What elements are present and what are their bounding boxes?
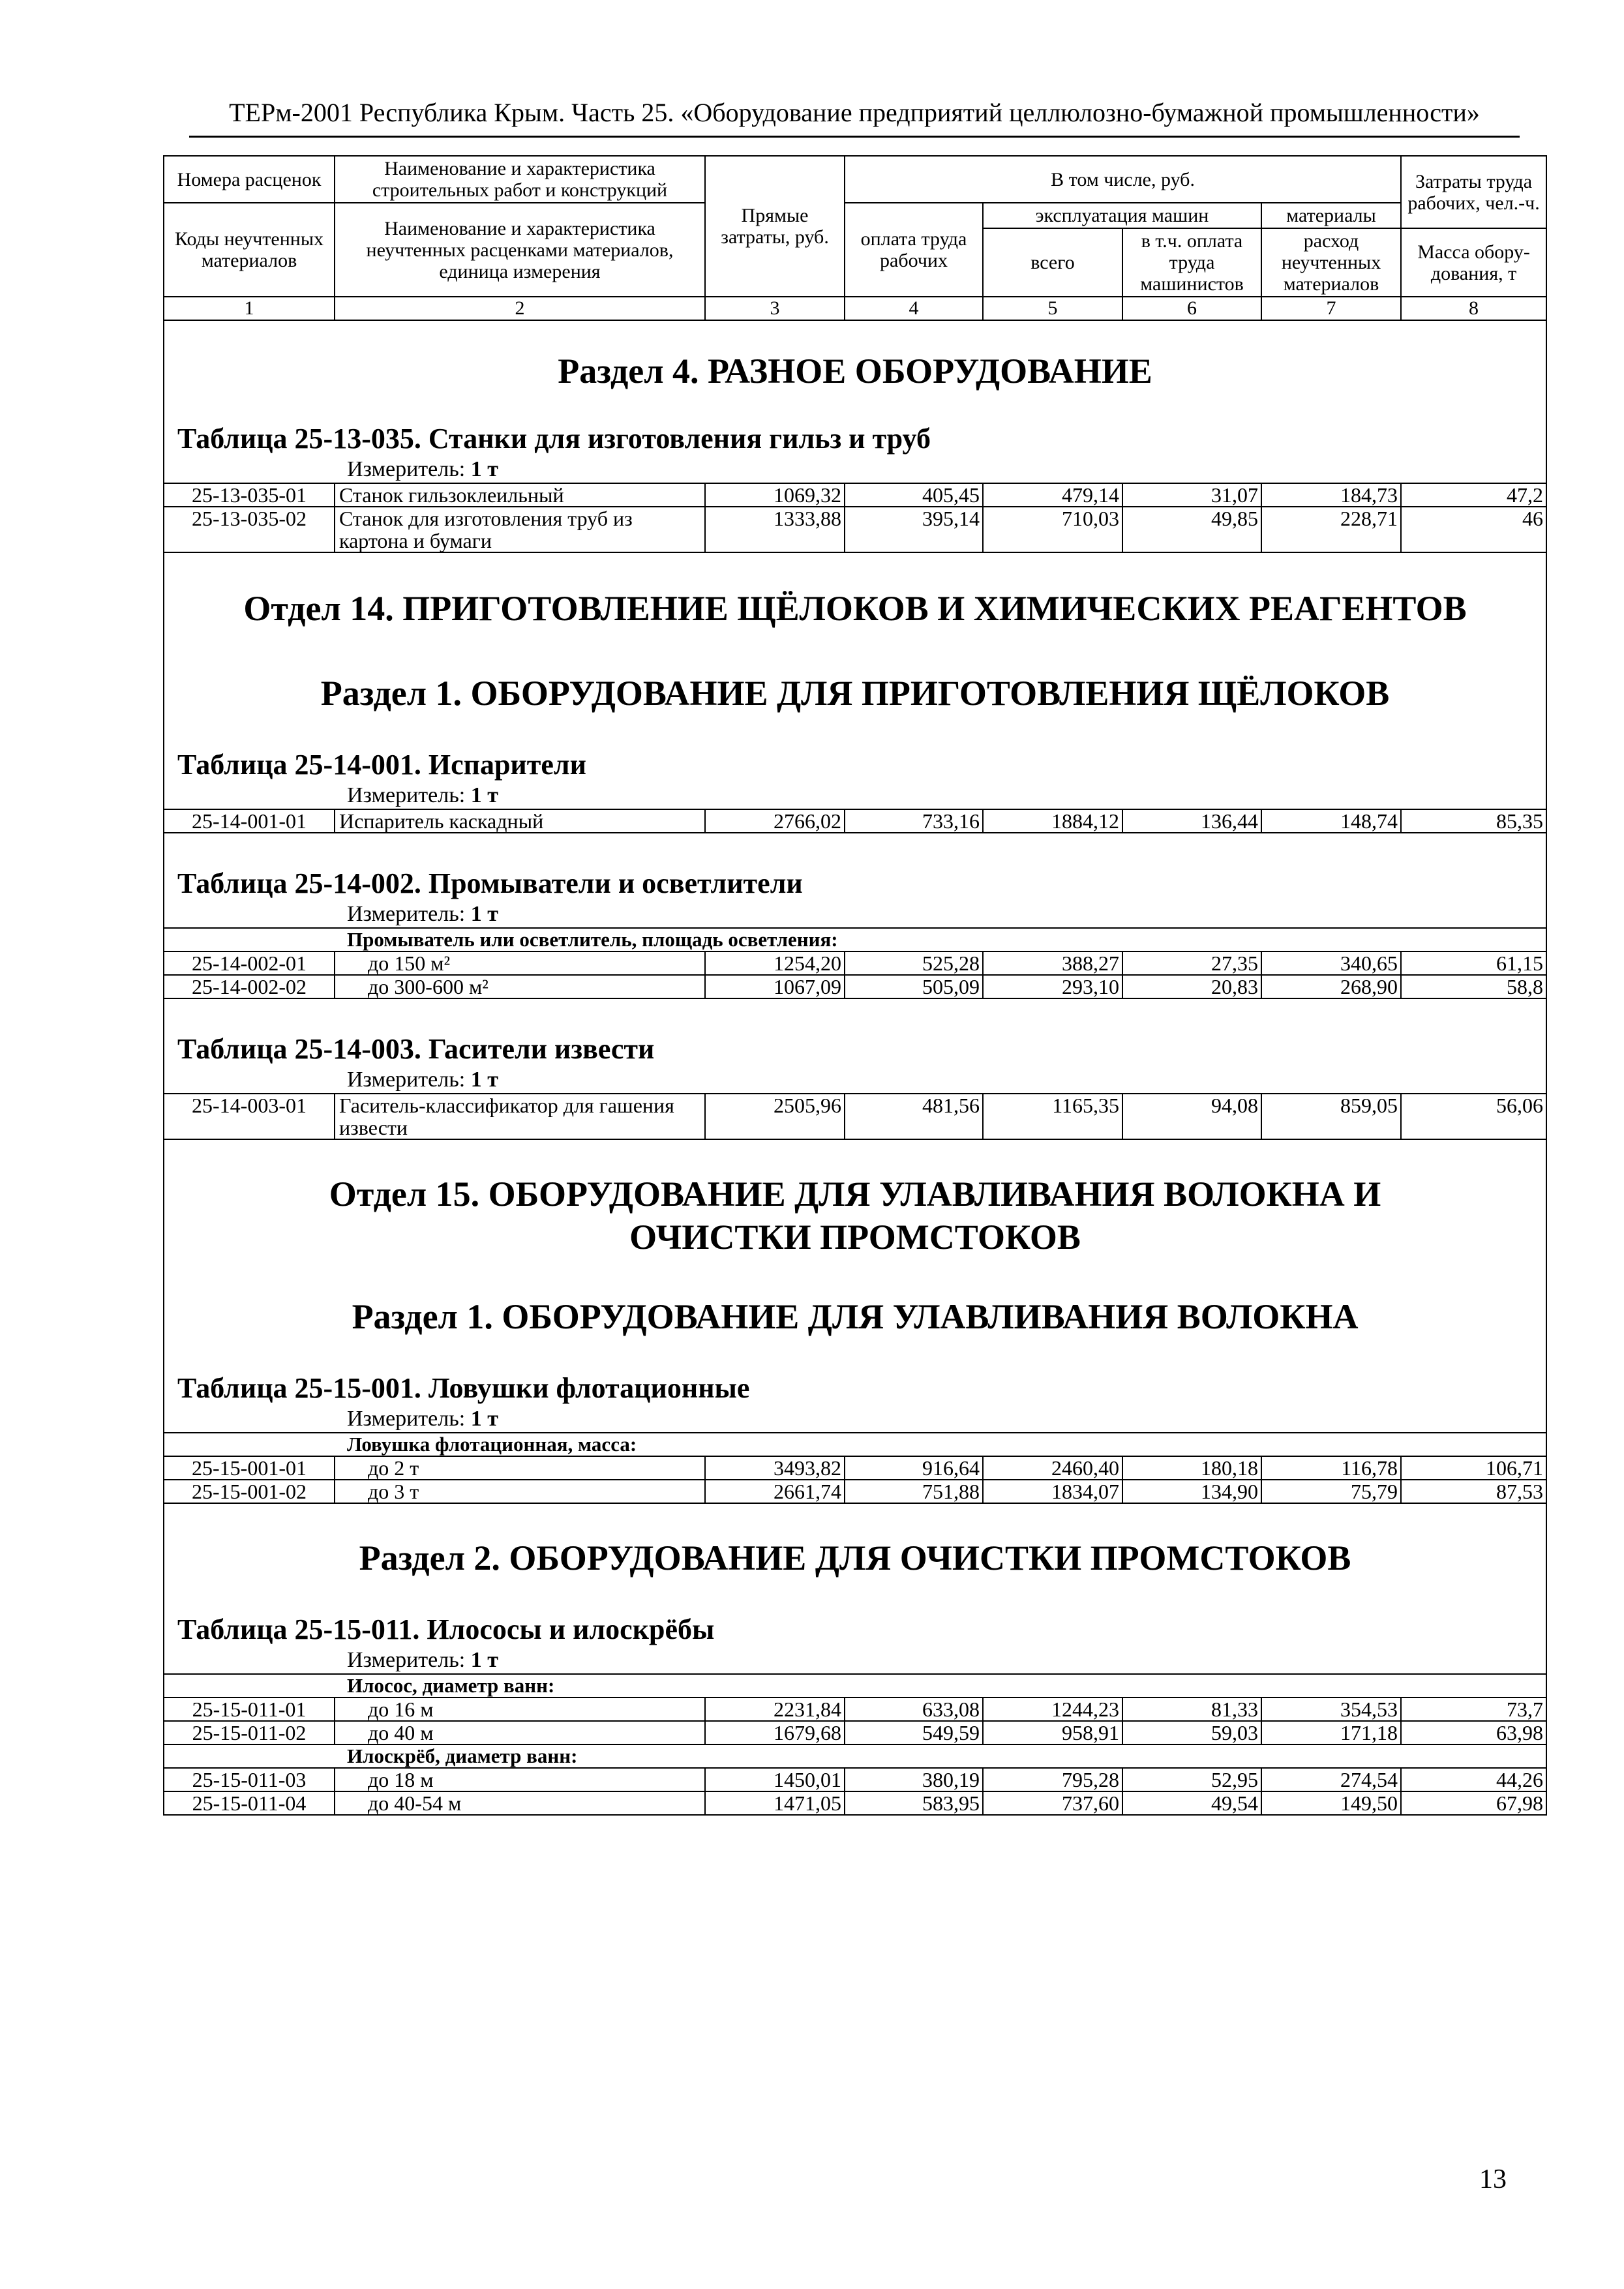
rate-code: 25-15-011-04 [164,1791,335,1815]
meter-label: Измеритель: [347,1648,466,1672]
column-number: 3 [705,297,845,320]
header-including: В том числе, руб. [845,156,1401,203]
column-number: 6 [1122,297,1261,320]
rate-code: 25-15-011-01 [164,1698,335,1721]
table-row [164,809,1546,833]
meter-label: Измеритель: [347,1068,466,1092]
header-work-name: Наименование и характеристика строительных работ и конструкций [335,156,705,203]
labor-costs: 44,26 [1401,1768,1546,1791]
materials-cost: 228,71 [1261,507,1401,552]
machines-total: 1884,12 [983,809,1122,833]
rate-name: до 40 м [335,1721,705,1744]
rate-code: 25-15-011-03 [164,1768,335,1791]
materials-cost: 149,50 [1261,1791,1401,1815]
worker-pay: 583,95 [845,1791,983,1815]
department-heading: Отдел 14. ПРИГОТОВЛЕНИЕ ЩЁЛОКОВ И ХИМИЧЕСКИХ РЕАГЕНТОВ [243,589,1467,628]
section-block [164,998,1546,1094]
table-row [164,1791,1546,1815]
group-label: Ловушка флотационная, масса: [164,1433,1546,1456]
labor-costs: 46 [1401,507,1546,552]
document-body [163,155,1546,1816]
machines-total: 1834,07 [983,1480,1122,1503]
section-block [164,320,1546,483]
table-header-row [164,203,1546,228]
meter-label: Измеритель: [347,1407,466,1431]
header-unaccounted-materials: расход неучтенных материалов [1261,228,1401,297]
worker-pay: 405,45 [845,483,983,507]
machines-total: 1244,23 [983,1698,1122,1721]
worker-pay: 505,09 [845,975,983,998]
direct-costs: 1679,68 [705,1721,845,1744]
table-row [164,1456,1546,1480]
group-row [164,1744,1546,1768]
direct-costs: 1067,09 [705,975,845,998]
table-row [164,1721,1546,1744]
rate-code: 25-15-001-01 [164,1456,335,1480]
materials-cost: 171,18 [1261,1721,1401,1744]
operator-pay: 27,35 [1122,951,1261,975]
meter-value: 1 т [470,902,498,926]
machines-total: 958,91 [983,1721,1122,1744]
header-labor-costs: Затраты труда рабочих, чел.-ч. [1401,156,1546,228]
rate-code: 25-15-001-02 [164,1480,335,1503]
header-material-codes: Коды неучтенных материалов [164,203,335,297]
section-block [164,1139,1546,1433]
worker-pay: 525,28 [845,951,983,975]
meter-value: 1 т [470,783,498,807]
section-block [164,552,1546,809]
table-row [164,951,1546,975]
materials-cost: 75,79 [1261,1480,1401,1503]
table-row [164,975,1546,998]
operator-pay: 94,08 [1122,1094,1261,1139]
page-number: 13 [1479,2164,1507,2194]
worker-pay: 751,88 [845,1480,983,1503]
rate-name: Испаритель каскадный [335,809,705,833]
rate-name: до 40-54 м [335,1791,705,1815]
rate-name: до 300-600 м² [335,975,705,998]
materials-cost: 859,05 [1261,1094,1401,1139]
header-machines-total: всего [983,228,1122,297]
labor-costs: 63,98 [1401,1721,1546,1744]
column-number: 1 [164,297,335,320]
meter-line [164,1067,1546,1093]
materials-cost: 340,65 [1261,951,1401,975]
machines-total: 710,03 [983,507,1122,552]
rate-code: 25-15-011-02 [164,1721,335,1744]
column-numbers-row [164,297,1546,320]
table-row [164,1094,1546,1139]
group-row [164,1433,1546,1456]
meter-value: 1 т [470,1407,498,1431]
rate-name: до 150 м² [335,951,705,975]
labor-costs: 73,7 [1401,1698,1546,1721]
worker-pay: 380,19 [845,1768,983,1791]
table-row [164,507,1546,552]
worker-pay: 916,64 [845,1456,983,1480]
operator-pay: 31,07 [1122,483,1261,507]
group-row [164,1674,1546,1698]
section-block [164,833,1546,928]
table-heading: Таблица 25-14-003. Гасители извести [177,1033,655,1065]
direct-costs: 2766,02 [705,809,845,833]
meter-line [164,1406,1546,1432]
direct-costs: 1450,01 [705,1768,845,1791]
meter-label: Измеритель: [347,457,466,481]
section-heading: Раздел 1. ОБОРУДОВАНИЕ ДЛЯ УЛАВЛИВАНИЯ ВОЛОКНА [352,1297,1359,1336]
operator-pay: 180,18 [1122,1456,1261,1480]
table-heading: Таблица 25-15-011. Илососы и илоскрёбы [177,1613,715,1645]
section-heading: Раздел 1. ОБОРУДОВАНИЕ ДЛЯ ПРИГОТОВЛЕНИЯ ЩЁЛОКОВ [320,674,1390,713]
header-direct-costs: Прямые затраты, руб. [705,156,845,297]
header-material-name: Наименование и характеристика неучтенных расценками материалов, единица измерения [335,203,705,297]
machines-total: 2460,40 [983,1456,1122,1480]
column-number: 4 [845,297,983,320]
table-row [164,1698,1546,1721]
machines-total: 479,14 [983,483,1122,507]
rate-name: до 16 м [335,1698,705,1721]
table-heading: Таблица 25-15-001. Ловушки флотационные [177,1372,750,1404]
machines-total: 1165,35 [983,1094,1122,1139]
materials-cost: 184,73 [1261,483,1401,507]
direct-costs: 1254,20 [705,951,845,975]
price-table [163,155,1547,1816]
section-heading: Раздел 2. ОБОРУДОВАНИЕ ДЛЯ ОЧИСТКИ ПРОМСТОКОВ [359,1538,1351,1578]
labor-costs: 58,8 [1401,975,1546,998]
header-equipment-mass: Масса обору-дования, т [1401,228,1546,297]
header-machine-operation: эксплуатация машин [983,203,1261,228]
table-heading: Таблица 25-14-002. Промыватели и осветлители [177,867,803,899]
meter-line [164,783,1546,809]
group-row [164,928,1546,951]
worker-pay: 549,59 [845,1721,983,1744]
rate-code: 25-13-035-01 [164,483,335,507]
header-rate-numbers: Номера расценок [164,156,335,203]
meter-line [164,901,1546,927]
header-operator-pay: в т.ч. оплата труда машинистов [1122,228,1261,297]
rate-name: Станок гильзоклеильный [335,483,705,507]
labor-costs: 47,2 [1401,483,1546,507]
rate-code: 25-14-003-01 [164,1094,335,1139]
direct-costs: 3493,82 [705,1456,845,1480]
meter-label: Измеритель: [347,783,466,807]
meter-value: 1 т [470,457,498,481]
meter-line [164,1647,1546,1673]
materials-cost: 148,74 [1261,809,1401,833]
machines-total: 293,10 [983,975,1122,998]
direct-costs: 2661,74 [705,1480,845,1503]
meter-value: 1 т [470,1648,498,1672]
operator-pay: 20,83 [1122,975,1261,998]
rate-name: Гаситель-классификатор для гашения извести [335,1094,705,1139]
machines-total: 737,60 [983,1791,1122,1815]
table-row [164,483,1546,507]
section-heading: Раздел 4. РАЗНОЕ ОБОРУДОВАНИЕ [558,352,1152,391]
direct-costs: 2231,84 [705,1698,845,1721]
meter-value: 1 т [470,1068,498,1092]
rate-name: до 3 т [335,1480,705,1503]
table-heading: Таблица 25-14-001. Испарители [177,749,586,781]
direct-costs: 1069,32 [705,483,845,507]
column-number: 8 [1401,297,1546,320]
department-heading-line2: ОЧИСТКИ ПРОМСТОКОВ [629,1218,1081,1257]
column-number: 5 [983,297,1122,320]
materials-cost: 268,90 [1261,975,1401,998]
department-heading-line1: Отдел 15. ОБОРУДОВАНИЕ ДЛЯ УЛАВЛИВАНИЯ ВОЛОКНА И [329,1174,1381,1214]
labor-costs: 67,98 [1401,1791,1546,1815]
table-row [164,1480,1546,1503]
materials-cost: 274,54 [1261,1768,1401,1791]
table-header-row [164,156,1546,203]
materials-cost: 354,53 [1261,1698,1401,1721]
worker-pay: 633,08 [845,1698,983,1721]
labor-costs: 87,53 [1401,1480,1546,1503]
worker-pay: 481,56 [845,1094,983,1139]
rate-name: до 18 м [335,1768,705,1791]
operator-pay: 136,44 [1122,809,1261,833]
group-label: Промыватель или осветлитель, площадь осветления: [164,928,1546,951]
column-number: 7 [1261,297,1401,320]
rate-code: 25-14-002-01 [164,951,335,975]
direct-costs: 1333,88 [705,507,845,552]
group-label: Илосос, диаметр ванн: [164,1674,1546,1698]
rate-code: 25-14-002-02 [164,975,335,998]
header-materials: материалы [1261,203,1401,228]
materials-cost: 116,78 [1261,1456,1401,1480]
labor-costs: 61,15 [1401,951,1546,975]
header-rule [189,136,1520,138]
worker-pay: 395,14 [845,507,983,552]
worker-pay: 733,16 [845,809,983,833]
machines-total: 388,27 [983,951,1122,975]
operator-pay: 52,95 [1122,1768,1261,1791]
table-row [164,1768,1546,1791]
page-header-title: ТЕРм-2001 Республика Крым. Часть 25. «Оборудование предприятий целлюлозно-бумажной промышленности» [229,98,1480,127]
labor-costs: 85,35 [1401,809,1546,833]
header-worker-pay: оплата труда рабочих [845,203,983,297]
direct-costs: 1471,05 [705,1791,845,1815]
operator-pay: 59,03 [1122,1721,1261,1744]
rate-code: 25-13-035-02 [164,507,335,552]
operator-pay: 134,90 [1122,1480,1261,1503]
operator-pay: 81,33 [1122,1698,1261,1721]
table-heading: Таблица 25-13-035. Станки для изготовления гильз и труб [177,423,931,455]
labor-costs: 56,06 [1401,1094,1546,1139]
section-block [164,1503,1546,1674]
direct-costs: 2505,96 [705,1094,845,1139]
machines-total: 795,28 [983,1768,1122,1791]
operator-pay: 49,85 [1122,507,1261,552]
rate-code: 25-14-001-01 [164,809,335,833]
rate-name: до 2 т [335,1456,705,1480]
labor-costs: 106,71 [1401,1456,1546,1480]
column-number: 2 [335,297,705,320]
rate-name: Станок для изготовления труб из картона и бумаги [335,507,705,552]
meter-line [164,456,1546,483]
group-label: Илоскрёб, диаметр ванн: [164,1744,1546,1768]
operator-pay: 49,54 [1122,1791,1261,1815]
meter-label: Измеритель: [347,902,466,926]
